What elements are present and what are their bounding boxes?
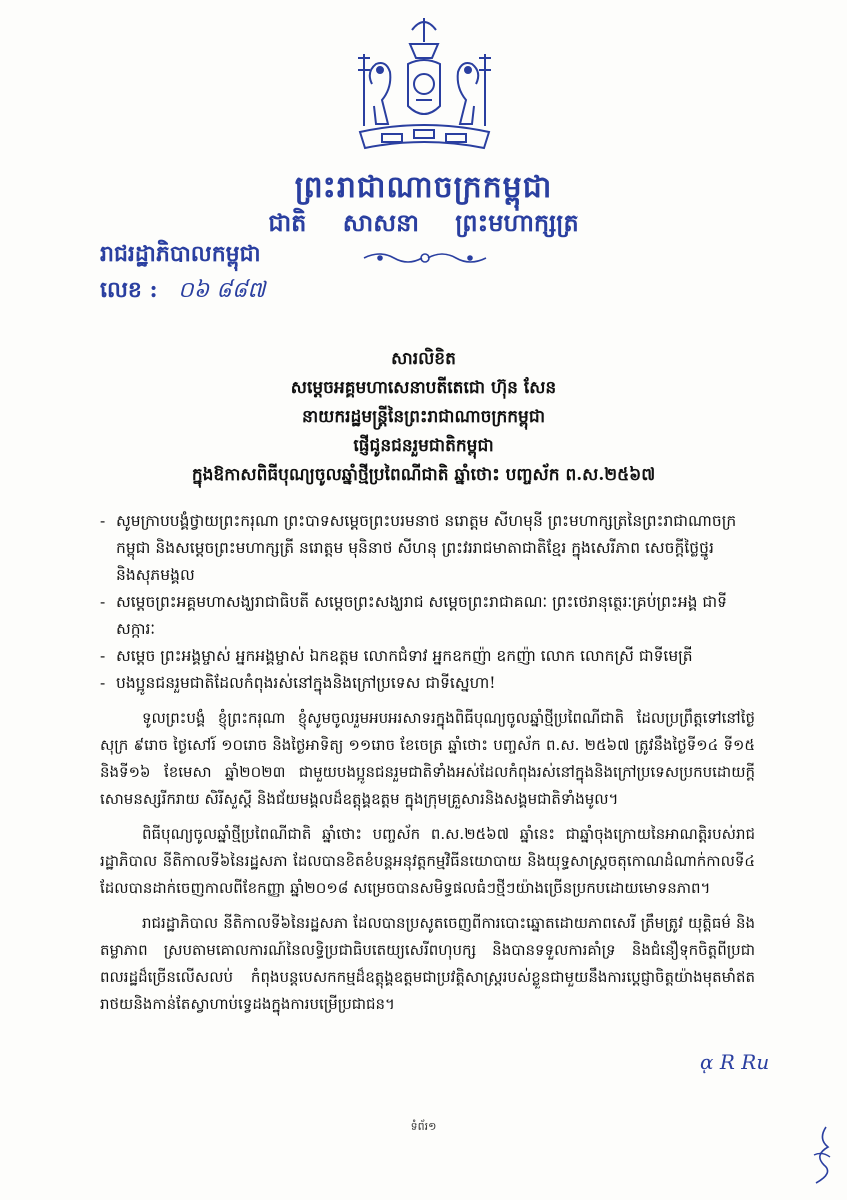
reference-number: ០៦ ៨៨៧	[178, 278, 266, 303]
national-motto: ជាតិ សាសនា ព្រះមហាក្សត្រ	[268, 208, 579, 237]
kingdom-title: ព្រះរាជាណាចក្រកម្ពុជា	[294, 170, 553, 205]
author-name: សម្តេចអគ្គមហាសេនាបតីតេជោ ហ៊ុន សែន	[290, 378, 557, 398]
salutation-item: - សូមក្រាបបង្គំថ្វាយព្រះករុណា ព្រះបាទសម្តេចព្រះបរមនាថ នរោត្តម សីហមុនី ព្រះមហាក្សត្រនៃព្រះរាជាណាចក្រកម្ពុជា និងសម្តេចព្រះមហាក្សត្រី នរោត្តម មុនិនាថ សីហនុ ព្រះវររាជមាតាជាតិខ្មែរ ក្នុងសេរីភាព សេចក្តីថ្លៃថ្នូរ និងសុភមង្គល	[100, 512, 737, 584]
handwritten-initials: ᾳ R Ru	[700, 1050, 770, 1074]
letter-title-block	[80, 345, 767, 490]
document-type: សារលិខិត	[391, 349, 456, 369]
body-paragraph: ពិធីបុណ្យចូលឆ្នាំថ្មីប្រពៃណីជាតិ ឆ្នាំថោះ បញ្ចស័ក ព.ស.២៥៦៧ ឆ្នាំនេះ ជាឆ្នាំចុងក្រោយនៃអាណត្តិរបស់រាជរដ្ឋាភិបាល នីតិកាលទី៦នៃរដ្ឋសភា ដែលបានខិតខំបន្តអនុវត្តកម្មវិធីនយោបាយ និងយុទ្ធសាស្ត្រចតុកោណដំណាក់កាលទី៤ ដែលបានដាក់ចេញកាលពីខែកញ្ញា ឆ្នាំ២០១៨ សម្រេចបានសមិទ្ធផលធំៗថ្មីៗយ៉ាងច្រើនប្រកបដោយមោទនភាព។	[100, 825, 755, 897]
reference-label: លេខ :	[100, 277, 158, 303]
author-position: នាយករដ្ឋមន្ត្រីនៃព្រះរាជាណាចក្រកម្ពុជា	[301, 407, 546, 427]
letter-body	[100, 705, 755, 1026]
occasion: ក្នុងឱកាសពិធីបុណ្យចូលឆ្នាំថ្មីប្រពៃណីជាតិ ឆ្នាំថោះ បញ្ចស័ក ព.ស.២៥៦៧	[191, 465, 656, 485]
royal-coat-of-arms-icon	[352, 14, 497, 164]
salutation-item: - បងប្អូនជនរួមជាតិដែលកំពុងរស់នៅក្នុងនិងក្រៅប្រទេស ជាទីស្នេហា!	[100, 674, 496, 692]
page-number: ទំព័រ១	[410, 1120, 437, 1133]
body-paragraph: ទូលព្រះបង្គំ ខ្ញុំព្រះករុណា ខ្ញុំសូមចូលរួមអបអរសាទរក្នុងពិធីបុណ្យចូលឆ្នាំថ្មីប្រពៃណីជាតិ ដែលប្រព្រឹត្តទៅនៅថ្ងៃសុក្រ ៩រោច ថ្ងៃសៅរ៍ ១០រោច និងថ្ងៃអាទិត្យ ១១រោច ខែចេត្រ ឆ្នាំថោះ បញ្ចស័ក ព.ស. ២៥៦៧ ត្រូវនឹងថ្ងៃទី១៤ ទី១៥ និងទី១៦ ខែមេសា ឆ្នាំ២០២៣ ជាមួយបងប្អូនជនរួមជាតិទាំងអស់ដែលកំពុងរស់នៅក្នុងនិងក្រៅប្រទេសប្រកបដោយក្តីសោមនស្សរីករាយ សិរីសួស្តី និងជ័យមង្គលដ៏ឧត្តុង្គឧត្តម ក្នុងក្រុមគ្រួសារនិងសង្គមជាតិទាំងមូល។	[100, 709, 755, 808]
government-name: រាជរដ្ឋាភិបាលកម្ពុជា	[100, 241, 261, 267]
body-paragraph: រាជរដ្ឋាភិបាល នីតិកាលទី៦នៃរដ្ឋសភា ដែលបានប្រសូតចេញពីការបោះឆ្នោតដោយភាពសេរី ត្រឹមត្រូវ យុត្តិធម៌ និងតម្លាភាព ស្របតាមគោលការណ៍នៃលទ្ធិប្រជាធិបតេយ្យសេរីពហុបក្ស និងបានទទួលការគាំទ្រ និងជំនឿទុកចិត្តពីប្រជាពលរដ្ឋដ៏ច្រើនលើសលប់ កំពុងបន្តបេសកកម្មដ៏ឧត្តុង្គឧត្តមជាប្រវត្តិសាស្ត្ររបស់ខ្លួនជាមួយនឹងការប្តេជ្ញាចិត្តយ៉ាងមុតមាំឥតរាថយនិងកាន់តែស្វាហាប់ទ្វេដងក្នុងការបម្រើប្រជាជន។	[100, 914, 755, 1013]
addressee: ផ្ញើជូនជនរួមជាតិកម្ពុជា	[353, 436, 494, 456]
handwritten-margin-mark-icon	[808, 1125, 838, 1185]
ornamental-divider-icon	[360, 248, 490, 268]
salutation-list	[100, 508, 760, 697]
salutation-item: - សម្តេចព្រះអគ្គមហាសង្ឃរាជាធិបតី សម្តេចព្រះសង្ឃរាជ សម្តេចព្រះរាជាគណៈ ព្រះថេរានុត្ថេរៈគ្រប់ព្រះអង្គ ជាទីសក្ការៈ	[100, 593, 728, 638]
salutation-item: - សម្តេច ព្រះអង្គម្ចាស់ អ្នកអង្គម្ចាស់ ឯកឧត្តម លោកជំទាវ អ្នកឧកញ៉ា ឧកញ៉ា លោក លោកស្រី ជាទីមេត្រី	[100, 647, 693, 665]
